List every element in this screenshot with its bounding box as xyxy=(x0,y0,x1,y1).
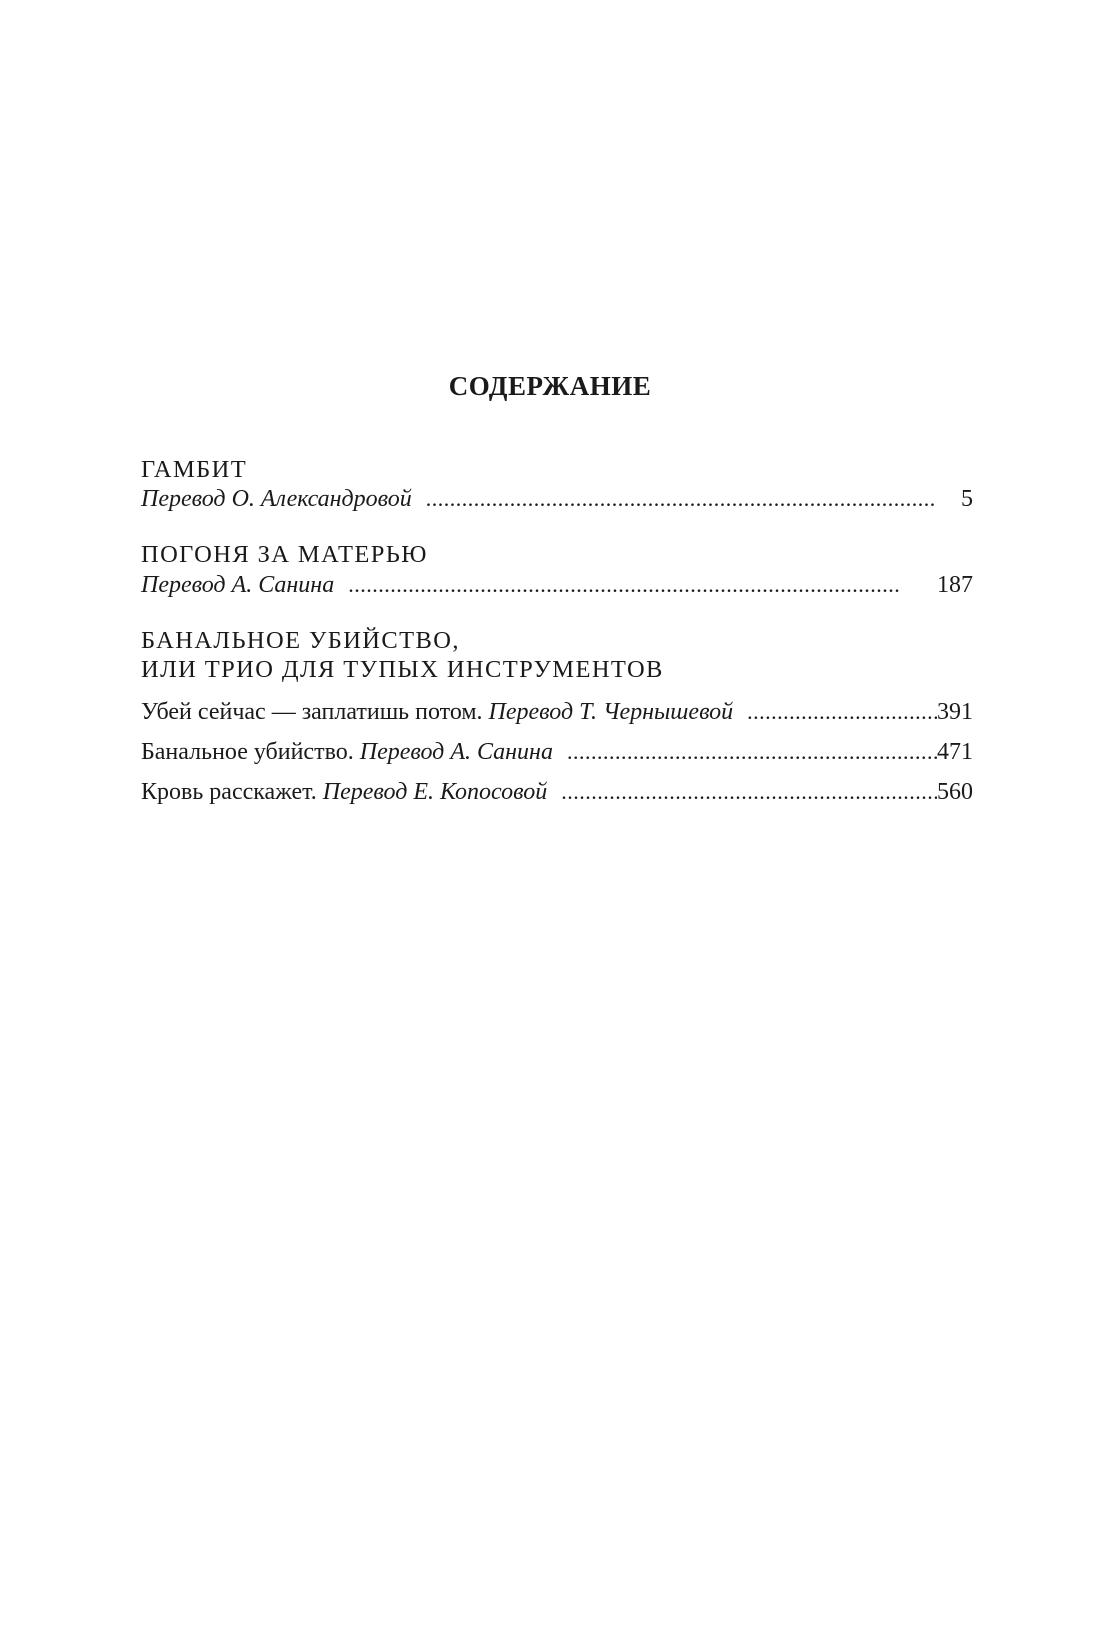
page-number: 391 xyxy=(937,699,973,725)
part-title-banalnoe-line2: ИЛИ ТРИО ДЛЯ ТУПЫХ ИНСТРУМЕНТОВ xyxy=(141,656,664,683)
toc-entry-ubey[interactable] xyxy=(141,697,973,727)
dot-leader xyxy=(567,737,937,767)
dot-leader xyxy=(348,570,937,600)
entry-title: Банальное убийство. xyxy=(141,739,360,765)
dot-leader xyxy=(747,697,937,727)
toc-title: СОДЕРЖАНИЕ xyxy=(448,371,652,401)
entry-text xyxy=(141,484,412,514)
dot-leader xyxy=(561,777,937,807)
part-title-gambit: ГАМБИТ xyxy=(141,456,248,483)
toc-entry-krov[interactable] xyxy=(141,777,973,807)
page-number: 471 xyxy=(937,739,973,765)
dot-leader xyxy=(426,484,935,514)
page-number: 560 xyxy=(937,779,973,805)
part-title-pogonya: ПОГОНЯ ЗА МАТЕРЬЮ xyxy=(141,541,428,568)
entry-text xyxy=(141,697,733,727)
toc-entry-banalnoe[interactable] xyxy=(141,737,973,767)
entry-title: Кровь расскажет. xyxy=(141,779,323,805)
page-number: 5 xyxy=(961,486,973,512)
page-number: 187 xyxy=(937,572,973,598)
entry-title: Убей сейчас — заплатишь потом. xyxy=(141,699,489,725)
entry-translator: Перевод Е. Копосовой xyxy=(322,779,548,805)
entry-text xyxy=(141,570,334,600)
entry-translator: Перевод Т. Чернышевой xyxy=(488,699,734,725)
part-title-banalnoe-line1: БАНАЛЬНОЕ УБИЙСТВО, xyxy=(141,627,460,654)
toc-entry-gambit[interactable] xyxy=(141,484,973,514)
entry-translator: Перевод А. Санина xyxy=(359,739,553,765)
entry-translator: Перевод О. Александровой xyxy=(141,486,412,512)
entry-text xyxy=(141,737,553,767)
toc-entry-pogonya[interactable] xyxy=(141,570,973,600)
entry-translator: Перевод А. Санина xyxy=(141,572,335,598)
entry-text xyxy=(141,777,547,807)
